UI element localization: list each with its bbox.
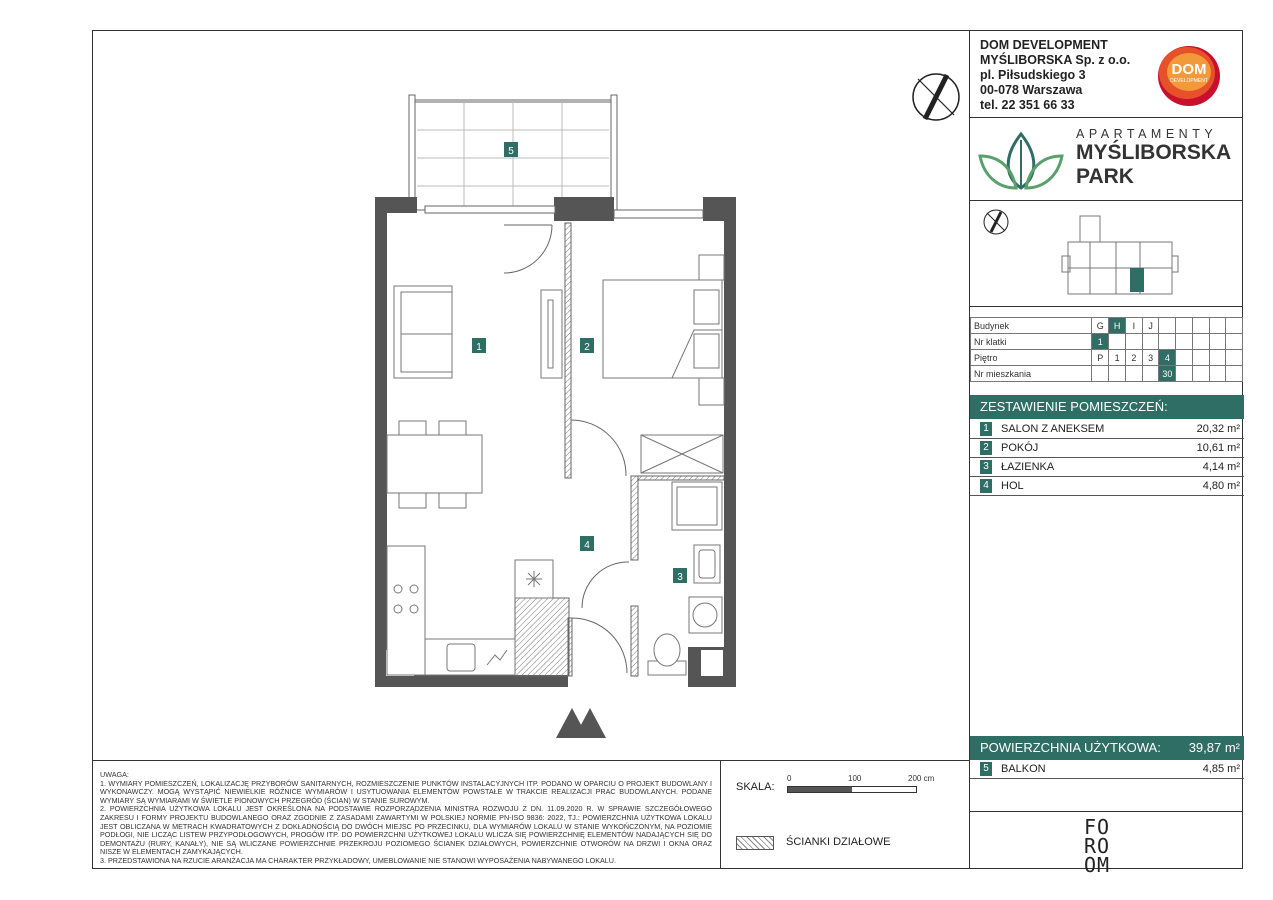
- info-cell: I: [1125, 318, 1142, 334]
- note-2: 2. POWIERZCHNIA UŻYTKOWA LOKALU JEST OKREŚLONA NA PODSTAWIE ROZPORZĄDZENIA MINISTRA ROZWOJU Z DN. 11.09.2020 R. W SPRAWIE SZCZEGÓŁOWEGO ZAKRESU I FORMY PROJEKTU BUDOWLANEGO ORAZ ZGODNIE Z ZASADAMI ZAWARTYMI W POLSKIEJ NORMIE PN-ISO 9836: 2022, TJ.: POWIERZCHNIA UŻYTKOWA LOKALU JEST OBLICZANA W METRACH KWADRATOWYCH Z DOKŁADNOŚCIĄ DO DWÓCH MIEJSC PO PRZECINKU, DLA WYMIARÓW LOKALU W STANIE WYKOŃCZONYM, NA POZIOMIE PODŁOGI, NIE LICZĄC LISTEW PRZYPODŁOGOWYCH, PROGÓW ITP. DO POWIERZCHNI UŻYTKOWEJ LOKALU WLICZA SIĘ POWIERZCHNIĘ ELEMENTÓW NADAJĄCYCH SIĘ DO DEMONTAŻU (RURY, KANAŁY), NIE SĄ WLICZANE POWIERZCHNIE PRZEKROJU POZIOMEGO ŚCIANEK DZIAŁOWYCH, POWIERZCHNIE OTWORÓW NA DRZWI I OKNA ORAZ NISZE W ELEMENTACH ZAMYKAJĄCYCH.: [100, 804, 712, 857]
- info-cell: [1109, 334, 1126, 350]
- usable-area-label: POWIERZCHNIA UŻYTKOWA:: [980, 740, 1161, 755]
- company-street: pl. Piłsudskiego 3: [980, 68, 1086, 82]
- room-area: 4,14 m²: [1202, 461, 1240, 473]
- info-panel: [969, 30, 1243, 877]
- info-row: [971, 350, 1243, 366]
- svg-text:5: 5: [508, 146, 514, 157]
- info-row-label: Budynek: [971, 318, 1092, 334]
- info-row: [971, 334, 1243, 350]
- info-cell: [1159, 334, 1176, 350]
- balcony-area: 4,85 m²: [1202, 763, 1240, 775]
- svg-text:3: 3: [677, 572, 683, 583]
- info-row: [971, 318, 1243, 334]
- rooms-section-title: ZESTAWIENIE POMIESZCZEŃ:: [970, 395, 1244, 419]
- info-cell: [1226, 350, 1243, 366]
- room-area: 4,80 m²: [1202, 480, 1240, 492]
- hatch-swatch: [736, 836, 774, 850]
- mini-compass-icon: [982, 208, 1010, 236]
- room-name: ŁAZIENKA: [1001, 461, 1055, 473]
- room-label-2: [580, 338, 594, 353]
- info-cell: G: [1092, 318, 1109, 334]
- info-cell: [1192, 366, 1209, 382]
- room-label-3: [673, 568, 687, 583]
- info-cell: [1192, 350, 1209, 366]
- balcony-name: BALKON: [1001, 763, 1046, 775]
- info-cell: [1176, 350, 1193, 366]
- info-cell: [1226, 334, 1243, 350]
- info-cell: [1192, 334, 1209, 350]
- company-phone: tel. 22 351 66 33: [980, 98, 1075, 112]
- room-area: 20,32 m²: [1196, 423, 1240, 435]
- info-cell: P: [1092, 350, 1109, 366]
- logo-word: DOM: [1171, 61, 1207, 78]
- info-cell: [1125, 366, 1142, 382]
- room-row: [970, 458, 1244, 477]
- info-cell: [1209, 366, 1226, 382]
- dom-development-logo: [1156, 42, 1222, 108]
- room-row: [970, 477, 1244, 496]
- project-line3: PARK: [1076, 165, 1134, 188]
- foroom-logo: [1084, 815, 1111, 877]
- info-cell: [1109, 366, 1126, 382]
- key-plan-icon: [1060, 212, 1180, 300]
- usable-area-value: 39,87 m²: [1188, 740, 1240, 755]
- info-cell: 1: [1109, 350, 1126, 366]
- info-cell: [1125, 334, 1142, 350]
- info-cell: [1176, 334, 1193, 350]
- info-cell: 3: [1142, 350, 1159, 366]
- info-row-label: Piętro: [971, 350, 1092, 366]
- balcony-row: [970, 760, 1244, 779]
- partition-walls-legend: ŚCIANKI DZIAŁOWE: [786, 836, 891, 848]
- room-num: 1: [980, 422, 992, 436]
- scale-tick-0: 0: [787, 774, 792, 783]
- room-num: 3: [980, 460, 992, 474]
- company-address: [980, 38, 1130, 113]
- info-cell: [1142, 334, 1159, 350]
- svg-text:4: 4: [584, 540, 590, 551]
- info-cell: 30: [1159, 366, 1176, 382]
- room-name: SALON Z ANEKSEM: [1001, 423, 1105, 435]
- balcony-num: 5: [980, 762, 992, 776]
- logo-sub: DEVELOPMENT: [1170, 78, 1208, 84]
- info-cell: [1159, 318, 1176, 334]
- scale-label: SKALA:: [736, 781, 775, 793]
- company-city: 00-078 Warszawa: [980, 83, 1083, 97]
- info-cell: J: [1142, 318, 1159, 334]
- company-name: DOM DEVELOPMENT: [980, 38, 1108, 52]
- project-line1: APARTAMENTY: [1076, 127, 1218, 141]
- info-cell: [1209, 334, 1226, 350]
- svg-text:2: 2: [584, 342, 590, 353]
- note-3: 3. PRZEDSTAWIONA NA RZUCIE ARANŻACJA MA CHARAKTER PRZYKŁADOWY, UMEBLOWANIE NIE STANOWI WYPOSAŻENIA NABYWANEGO LOKALU.: [100, 855, 616, 865]
- scale-bar: [787, 786, 917, 793]
- room-label-1: [472, 338, 486, 353]
- info-cell: [1209, 318, 1226, 334]
- info-row: [971, 366, 1243, 382]
- svg-text:1: 1: [476, 342, 482, 353]
- building-info-table: [970, 317, 1243, 382]
- notes-area: [92, 760, 969, 869]
- info-cell: 2: [1125, 350, 1142, 366]
- foroom-line2: RO: [1084, 834, 1111, 858]
- room-num: 4: [980, 479, 992, 493]
- room-label-4: [580, 536, 594, 551]
- room-name: POKÓJ: [1001, 442, 1039, 454]
- company-entity: MYŚLIBORSKA Sp. z o.o.: [980, 53, 1131, 67]
- usable-area-bar: [970, 736, 1244, 760]
- room-row: [970, 420, 1244, 439]
- info-cell: [1092, 366, 1109, 382]
- floor-plan: [92, 30, 969, 760]
- note-1: 1. WYMIARY POMIESZCZEŃ, LOKALIZACJĘ PRZYBORÓW SANITARNYCH, ROZMIESZCZENIE PUNKTÓW INSTALACYJNYCH ITP. PODANO W OPARCIU O PROJEKT BUDOWLANY I WYKONAWCZY. MOGĄ WYSTĄPIĆ NIEWIELKIE RÓŻNICE WYMIARÓW I USYTUOWANIA ELEMENTÓW POWSTAŁE W TRAKCIE REALIZACJI PRAC BUDOWLANYCH. PODANE WYMIARY SĄ WYMIARAMI W ŚWIETLE PIONOWYCH PRZEGRÓD (ŚCIAN) W STANIE SUROWYM.: [100, 778, 712, 805]
- room-label-5: [504, 142, 518, 157]
- scale-tick-200: 200 cm: [908, 774, 935, 783]
- foroom-line3: OM: [1084, 853, 1111, 877]
- info-cell: [1176, 366, 1193, 382]
- info-cell: [1226, 366, 1243, 382]
- info-cell: [1176, 318, 1193, 334]
- info-cell: 4: [1159, 350, 1176, 366]
- room-area: 10,61 m²: [1196, 442, 1240, 454]
- info-cell: [1192, 318, 1209, 334]
- room-num: 2: [980, 441, 992, 455]
- info-cell: [1209, 350, 1226, 366]
- notes-heading: UWAGA:: [100, 770, 129, 779]
- info-cell: H: [1109, 318, 1126, 334]
- info-row-label: Nr mieszkania: [971, 366, 1092, 382]
- info-row-label: Nr klatki: [971, 334, 1092, 350]
- foroom-line1: FO: [1084, 815, 1111, 839]
- room-row: [970, 439, 1244, 458]
- leaf-logo-icon: [978, 130, 1064, 197]
- scale-tick-100: 100: [848, 774, 862, 783]
- north-arrow-icon: [913, 74, 959, 120]
- info-cell: [1226, 318, 1243, 334]
- info-cell: 1: [1092, 334, 1109, 350]
- project-line2: MYŚLIBORSKA: [1076, 141, 1232, 164]
- notes-text: [100, 771, 712, 866]
- room-name: HOL: [1001, 480, 1024, 492]
- info-cell: [1142, 366, 1159, 382]
